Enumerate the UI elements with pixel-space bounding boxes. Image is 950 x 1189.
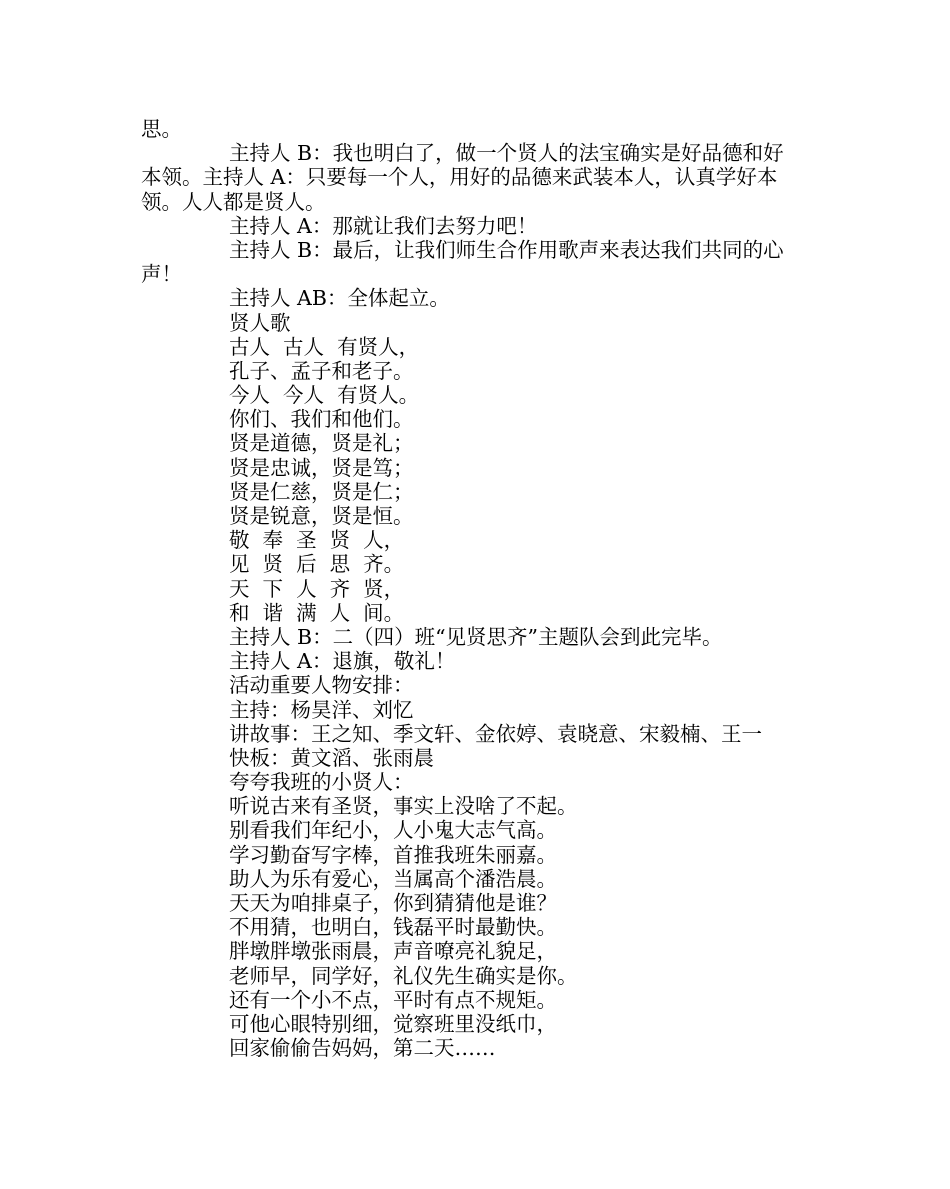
text-line: 贤人歌: [229, 310, 291, 335]
text-line: 主持人 A：那就让我们去努力吧！: [229, 213, 538, 238]
text-line: 思。: [141, 117, 182, 141]
text-line: 贤是忠诚，贤是笃；: [229, 455, 414, 480]
text-line: 助人为乐有爱心，当属高个潘浩晨。: [229, 866, 557, 891]
text-line: 快板：黄文滔、张雨晨: [229, 745, 434, 770]
text-line: 今人 今人 有贤人。: [229, 383, 420, 408]
text-line: 天 下 人 齐 贤，: [229, 576, 405, 601]
text-line: 主持：杨昊洋、刘忆: [229, 697, 414, 722]
text-line: 不用猜，也明白，钱磊平时最勤快。: [229, 915, 557, 940]
text-line: 回家偷偷告妈妈，第二天……: [229, 1036, 496, 1061]
text-line: 听说古来有圣贤，事实上没啥了不起。: [229, 794, 578, 819]
text-line: 主持人 AB：全体起立。: [229, 286, 450, 311]
text-line: 讲故事：王之知、季文轩、金依婷、袁晓意、宋毅楠、王一: [229, 721, 762, 746]
text-line: 胖墩胖墩张雨晨，声音嘹亮礼貌足，: [229, 939, 557, 964]
text-line: 主持人 B：我也明白了，做一个贤人的法宝确实是好品德和好: [229, 141, 784, 166]
text-line: 主持人 B：二（四）班“见贤思齐”主题队会到此完毕。: [229, 624, 723, 649]
text-line: 你们、我们和他们。: [229, 407, 414, 432]
text-line: 主持人 A：退旗，敬礼！: [229, 649, 456, 674]
text-line: 声！: [141, 262, 182, 287]
text-line: 学习勤奋写字棒，首推我班朱丽嘉。: [229, 842, 557, 867]
text-line: 还有一个小不点，平时有点不规矩。: [229, 987, 557, 1012]
text-line: 贤是道德，贤是礼；: [229, 431, 414, 456]
text-line: 敬 奉 圣 贤 人，: [229, 528, 405, 553]
text-line: 孔子、孟子和老子。: [229, 358, 414, 383]
text-line: 主持人 B：最后，让我们师生合作用歌声来表达我们共同的心: [229, 237, 784, 262]
text-line: 老师早，同学好，礼仪先生确实是你。: [229, 963, 578, 988]
text-line: 天天为咱排桌子，你到猜猜他是谁？: [229, 891, 557, 915]
text-line: 夸夸我班的小贤人：: [229, 770, 414, 795]
text-line: 和 谐 满 人 间。: [229, 600, 405, 625]
text-line: 古人 古人 有贤人，: [229, 334, 420, 359]
text-line: 贤是锐意，贤是恒。: [229, 504, 414, 528]
text-line: 本领。主持人 A：只要每一个人，用好的品德来武装本人，认真学好本: [141, 165, 778, 190]
document-body: [141, 117, 813, 1060]
text-line: 领。人人都是贤人。: [141, 189, 326, 214]
text-line: 可他心眼特别细，觉察班里没纸巾，: [229, 1011, 557, 1036]
text-line: 见 贤 后 思 齐。: [229, 552, 405, 577]
text-line: 贤是仁慈，贤是仁；: [229, 479, 414, 504]
text-line: 活动重要人物安排：: [229, 673, 414, 698]
text-line: 别看我们年纪小，人小鬼大志气高。: [229, 818, 557, 843]
